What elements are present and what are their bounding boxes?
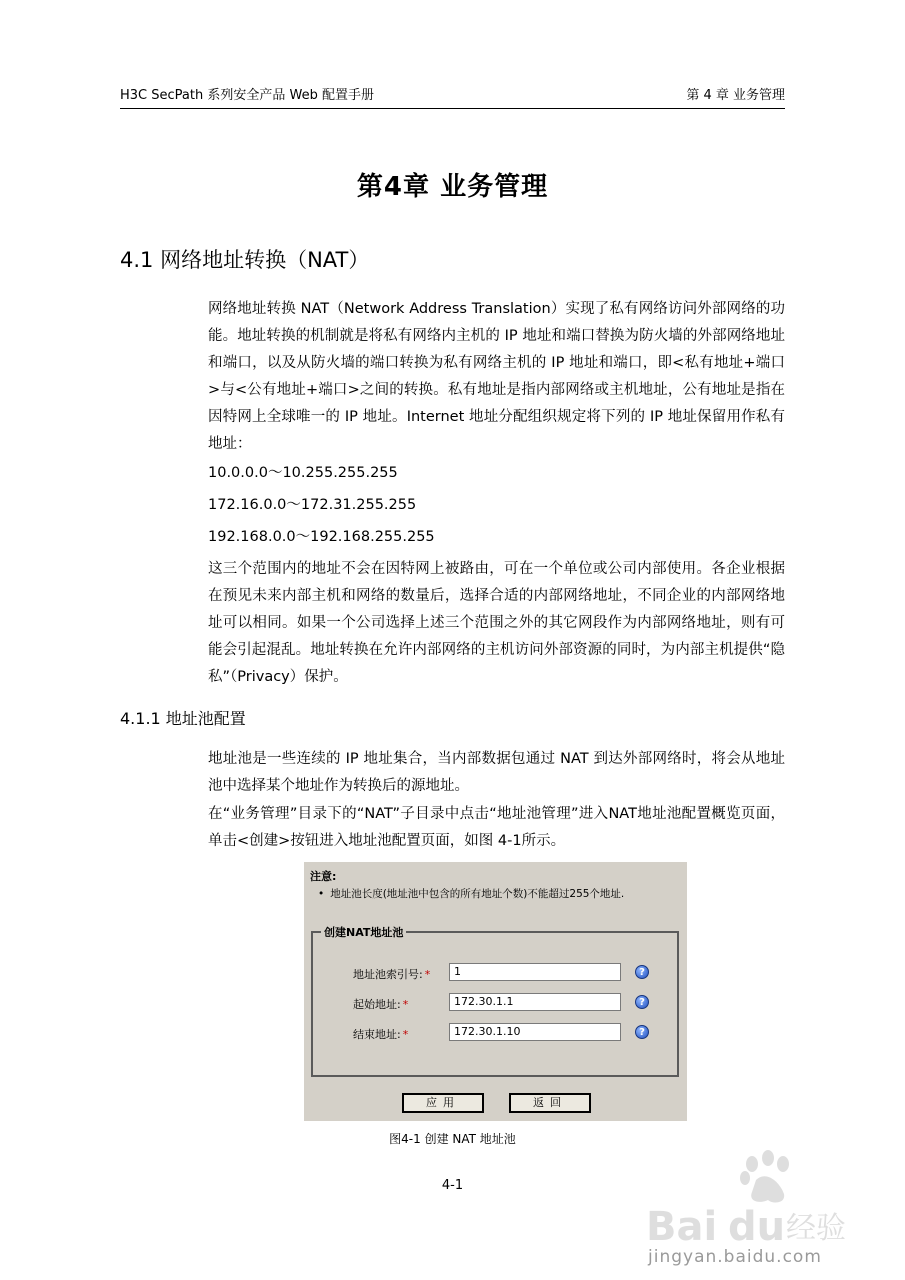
pool-index-input[interactable]: 1 xyxy=(449,963,621,981)
start-address-row xyxy=(353,993,663,1013)
svg-text:Bai: Bai xyxy=(646,1204,718,1250)
start-address-label: 起始地址: * xyxy=(353,998,409,1011)
required-mark: * xyxy=(402,998,409,1011)
help-icon[interactable]: ? xyxy=(635,965,649,979)
help-icon[interactable]: ? xyxy=(635,1025,649,1039)
pool-index-label: 地址池索引号: * xyxy=(353,968,431,981)
paragraph-nat-intro: 网络地址转换 NAT（Network Address Translation）实现了私有网络访问外部网络的功能。地址转换的机制就是将私有网络内主机的 IP 地址和端口替换为防火墙的外部网络地址和端口，以及从防火墙的端口转换为私有网络主机的 IP 地址和端口，即<私有地址+端口>与<公有地址+端口>之间的转换。私有地址是指内部网络或主机地址，公有地址是指在因特网上全球唯一的 IP 地址。Internet 地址分配组织规定将下列的 IP 地址保留用作私有地址： xyxy=(208,301,785,452)
required-mark: * xyxy=(424,968,431,981)
header-doc-title: H3C SecPath 系列安全产品 Web 配置手册 xyxy=(120,88,374,103)
ip-range-2: 172.16.0.0～172.31.255.255 xyxy=(208,497,417,513)
watermark-url: jingyan.baidu.com xyxy=(648,1247,822,1267)
header-chapter: 第 4 章 业务管理 xyxy=(686,88,785,103)
subsection-heading: 4.1.1 地址池配置 xyxy=(120,709,246,728)
paragraph-navigation: 在“业务管理”目录下的“NAT”子目录中点击“地址池管理”进入NAT地址池配置概览页面，单击<创建>按钮进入地址池配置页面，如图 4-1所示。 xyxy=(208,806,785,849)
paragraph-address-pool: 地址池是一些连续的 IP 地址集合，当内部数据包通过 NAT 到达外部网络时，将会从地址池中选择某个地址作为转换后的源地址。 xyxy=(208,751,785,794)
back-button[interactable]: 返回 xyxy=(509,1093,591,1113)
help-icon[interactable]: ? xyxy=(635,995,649,1009)
end-address-label: 结束地址: * xyxy=(353,1028,409,1041)
apply-button[interactable]: 应用 xyxy=(402,1093,484,1113)
svg-text:du: du xyxy=(728,1204,786,1250)
notice-title: 注意: xyxy=(310,870,337,883)
section-heading: 4.1 网络地址转换（NAT） xyxy=(120,248,370,272)
notice-item xyxy=(318,886,624,901)
paragraph-private-ranges: 这三个范围内的地址不会在因特网上被路由，可在一个单位或公司内部使用。各企业根据在预见未来内部主机和网络的数量后，选择合适的内部网络地址，不同企业的内部网络地址可以相同。如果一个公司选择上述三个范围之外的其它网段作为内部网络地址，则有可能会引起混乱。地址转换在允许内部网络的主机访问外部资源的同时，为内部主机提供“隐私”（Privacy）保护。 xyxy=(208,561,785,685)
required-mark: * xyxy=(402,1028,409,1041)
fieldset-legend: 创建NAT地址池 xyxy=(321,924,406,940)
page-header xyxy=(120,86,785,109)
bullet-icon: • xyxy=(318,888,325,900)
pool-index-row xyxy=(353,963,663,983)
figure-caption: 图4-1 创建 NAT 地址池 xyxy=(389,1132,516,1146)
page-number: 4-1 xyxy=(441,1178,464,1193)
end-address-row xyxy=(353,1023,663,1043)
chapter-title: 第4章 业务管理 xyxy=(356,172,549,202)
ip-range-3: 192.168.0.0～192.168.255.255 xyxy=(208,529,435,545)
end-address-input[interactable]: 172.30.1.10 xyxy=(449,1023,621,1041)
create-pool-fieldset xyxy=(311,926,679,1077)
ip-range-1: 10.0.0.0～10.255.255.255 xyxy=(208,465,398,481)
svg-text:经验: 经验 xyxy=(786,1211,846,1246)
start-address-input[interactable]: 172.30.1.1 xyxy=(449,993,621,1011)
nat-pool-form-figure xyxy=(304,862,687,1121)
notice-text: 地址池长度(地址池中包含的所有地址个数)不能超过255个地址. xyxy=(330,888,625,900)
